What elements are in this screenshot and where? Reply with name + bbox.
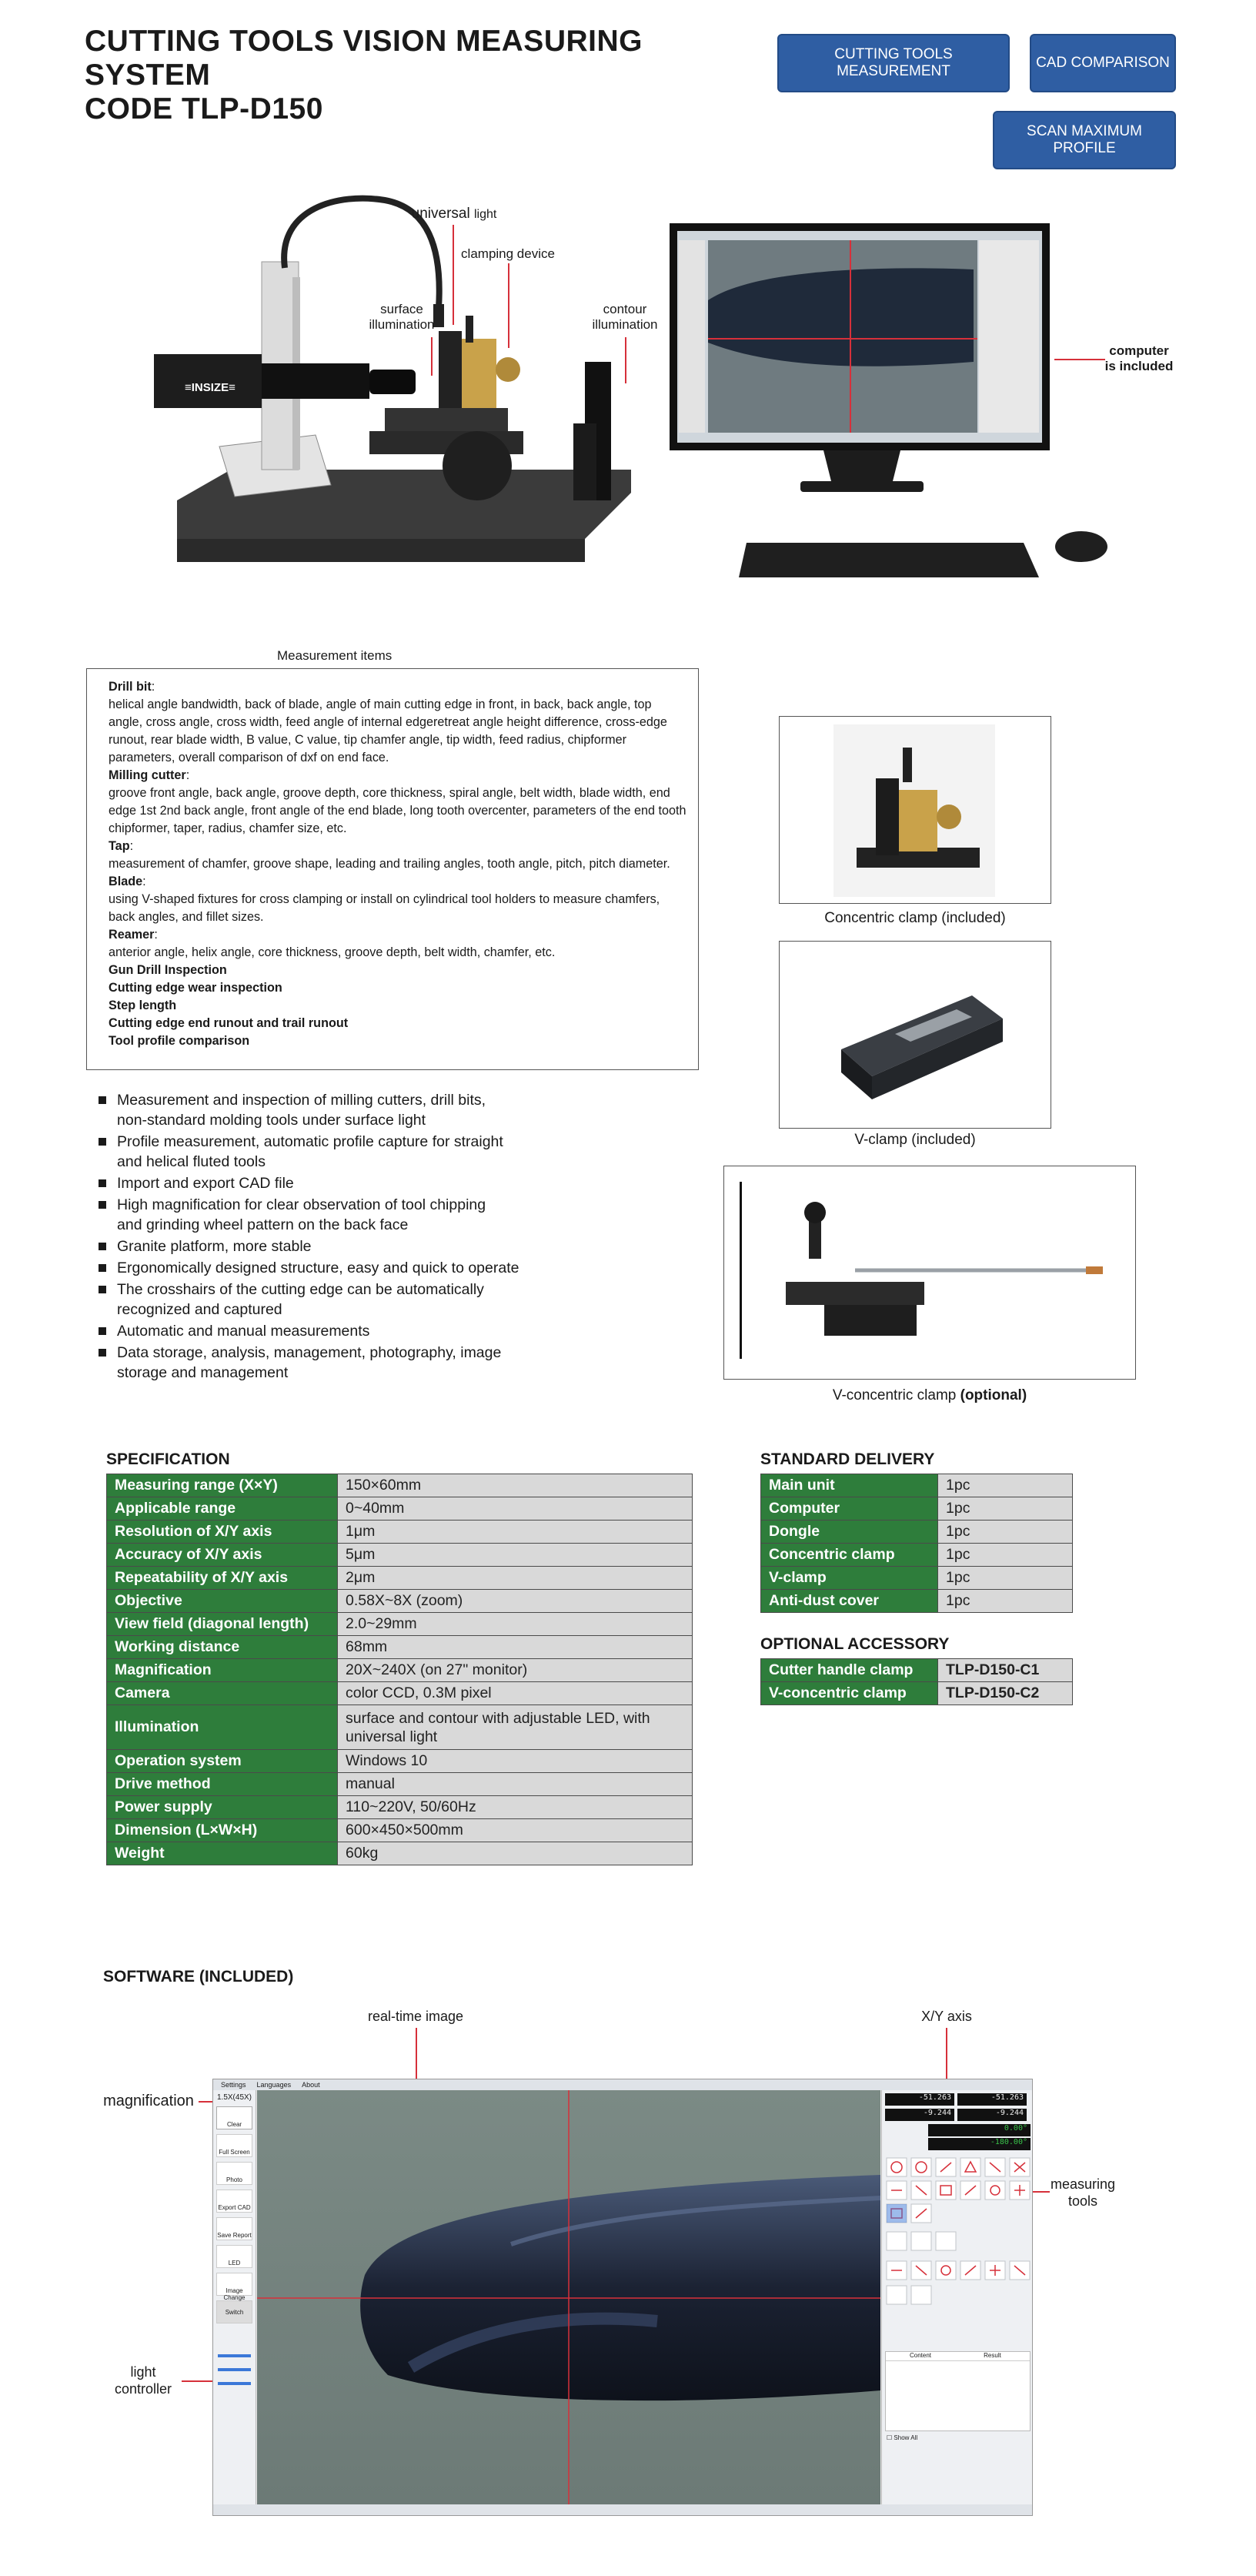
blade-text: using V-shaped fixtures for cross clamping or install on cylindrical tool holders to measure chamfers, back angles, and fillet sizes. (109, 892, 660, 924)
feature-item (97, 1236, 590, 1256)
spec-key: Dimension (L×W×H) (107, 1819, 338, 1842)
delivery-qty: 1pc (938, 1521, 1073, 1544)
spec-key: Accuracy of X/Y axis (107, 1544, 338, 1567)
drill-bit-title: Drill bit (109, 680, 152, 694)
spec-key: Repeatability of X/Y axis (107, 1567, 338, 1590)
optional-accessory-title: OPTIONAL ACCESSORY (760, 1635, 950, 1653)
light-controller-line1: light (130, 2364, 156, 2380)
spec-key: Operation system (107, 1750, 338, 1773)
delivery-qty: 1pc (938, 1590, 1073, 1613)
delivery-qty: 1pc (938, 1544, 1073, 1567)
computer-label-line2: is included (1104, 359, 1174, 373)
angle-readout: 0.00° (928, 2124, 1031, 2136)
table-row (107, 1796, 693, 1819)
spec-value: 68mm (338, 1636, 693, 1659)
spec-value: 1μm (338, 1521, 693, 1544)
led-button[interactable]: LED (216, 2245, 252, 2268)
universal-label-text: universal (411, 206, 470, 222)
feature-line: Profile measurement, automatic profile capture for straight (117, 1133, 503, 1150)
delivery-item: Concentric clamp (761, 1544, 938, 1567)
light-controller-label (105, 2364, 182, 2397)
feature-line: Automatic and manual measurements (117, 1323, 370, 1340)
spec-value: 600×450×500mm (338, 1819, 693, 1842)
surface-label-line2: illumination (369, 317, 435, 332)
feature-item (97, 1132, 590, 1172)
spec-value: 150×60mm (338, 1474, 693, 1497)
menu-settings[interactable]: Settings (221, 2081, 246, 2089)
table-row (761, 1682, 1073, 1705)
light-controller-leader (182, 2380, 215, 2382)
spec-value: manual (338, 1773, 693, 1796)
concentric-clamp-caption: Concentric clamp (included) (824, 910, 1006, 926)
concentric-clamp-photo (779, 716, 1051, 904)
delivery-item: V-clamp (761, 1567, 938, 1590)
feature-item (97, 1173, 590, 1193)
results-table (885, 2351, 1031, 2431)
v-concentric-clamp-photo (723, 1166, 1136, 1380)
readout-row-xy (882, 2090, 1033, 2107)
feature-line: Data storage, analysis, management, photography, image (117, 1344, 502, 1361)
accessory-code: TLP-D150-C1 (938, 1659, 1073, 1682)
tap-title: Tap (109, 839, 130, 853)
software-right-panel (881, 2090, 1033, 2506)
spec-value: surface and contour with adjustable LED, with universal light (338, 1705, 693, 1750)
accessory-item: V-concentric clamp (761, 1682, 938, 1705)
computer-label-line1: computer (1109, 343, 1169, 358)
feature-item (97, 1090, 590, 1130)
surface-illumination-label (356, 302, 448, 333)
feature-line: and grinding wheel pattern on the back face (117, 1216, 409, 1233)
concentric-clamp-image (780, 717, 1051, 904)
spec-key: Magnification (107, 1659, 338, 1682)
table-row (107, 1474, 693, 1497)
table-row (107, 1544, 693, 1567)
y-readout-2: -9.244 (957, 2109, 1027, 2121)
magnification-readout: 1.5X(45X) (216, 2093, 252, 2102)
switch-button[interactable]: Switch (216, 2300, 252, 2323)
table-row (107, 1613, 693, 1636)
spec-value: 60kg (338, 1842, 693, 1865)
reamer-title: Reamer (109, 928, 155, 942)
cad-comparison-button[interactable]: CAD COMPARISON (1030, 34, 1176, 92)
content-column-header: Content (909, 2352, 932, 2359)
spec-key: Camera (107, 1682, 338, 1705)
standard-delivery-title: STANDARD DELIVERY (760, 1450, 935, 1468)
table-row (107, 1842, 693, 1865)
feature-line: High magnification for clear observation of tool chipping (117, 1196, 486, 1213)
spec-value: 0.58X~8X (zoom) (338, 1590, 693, 1613)
table-row (761, 1497, 1073, 1521)
y-readout: -9.244 (885, 2109, 954, 2121)
milling-cutter-text: groove front angle, back angle, groove depth, core thickness, spiral angle, belt width, blade width, end edge 1st 2nd back angle, front angle of the end blade, long tooth overcenter, parameters of the end tooth chipformer, taper, radius, chamfer size, etc. (109, 786, 686, 835)
spec-value: 110~220V, 50/60Hz (338, 1796, 693, 1819)
title-line-1: CUTTING TOOLS VISION MEASURING SYSTEM (85, 25, 643, 92)
computer-label (1093, 343, 1185, 374)
menu-about[interactable]: About (302, 2081, 320, 2089)
delivery-qty: 1pc (938, 1474, 1073, 1497)
universal-light-label (400, 206, 508, 222)
export-cad-button[interactable]: Export CAD (216, 2190, 252, 2213)
spec-value: Windows 10 (338, 1750, 693, 1773)
table-row (761, 1544, 1073, 1567)
machine-illustration (123, 177, 1124, 608)
measuring-tools-label (1041, 2176, 1125, 2210)
cutting-tools-measurement-button[interactable]: CUTTING TOOLS MEASUREMENT (777, 34, 1010, 92)
feature-item (97, 1258, 590, 1278)
contour-illumination-label (579, 302, 671, 333)
magnification-label: magnification (103, 2093, 194, 2109)
delivery-qty: 1pc (938, 1497, 1073, 1521)
delivery-item: Main unit (761, 1474, 938, 1497)
v-concentric-label: V-concentric clamp (832, 1387, 960, 1403)
results-header (886, 2352, 1030, 2361)
table-row (107, 1705, 693, 1750)
spec-key: Applicable range (107, 1497, 338, 1521)
x-readout: -51.263 (885, 2093, 954, 2106)
spec-value: 2μm (338, 1567, 693, 1590)
tap-text: measurement of chamfer, groove shape, leading and trailing angles, tooth angle, pitch, pitch diameter. (109, 857, 670, 871)
light-slider-3[interactable] (218, 2382, 251, 2385)
clear-button[interactable]: Clear (216, 2106, 252, 2129)
table-row (761, 1659, 1073, 1682)
feature-line: Import and export CAD file (117, 1175, 294, 1192)
milling-cutter-title: Milling cutter (109, 768, 186, 782)
delivery-item: Dongle (761, 1521, 938, 1544)
clamping-device-label: clamping device (461, 246, 555, 261)
table-row (761, 1521, 1073, 1544)
spec-key: Drive method (107, 1773, 338, 1796)
spec-key: Measuring range (X×Y) (107, 1474, 338, 1497)
delivery-item: Computer (761, 1497, 938, 1521)
feature-item (97, 1280, 590, 1320)
angle-readout-2: -180.00° (928, 2138, 1031, 2150)
page-title (85, 25, 762, 126)
x-readout-2: -51.263 (957, 2093, 1027, 2106)
table-row (107, 1636, 693, 1659)
feature-item (97, 1195, 590, 1235)
light-slider-2[interactable] (218, 2368, 251, 2371)
realtime-image-label: real-time image (367, 2009, 464, 2024)
spec-value: color CCD, 0.3M pixel (338, 1682, 693, 1705)
table-row (107, 1659, 693, 1682)
measurement-items-caption: Measurement items (277, 648, 392, 663)
spec-key: Power supply (107, 1796, 338, 1819)
measuring-tools-line2: tools (1067, 2193, 1098, 2209)
step-length-item: Step length (109, 999, 177, 1012)
feature-line: and helical fluted tools (117, 1153, 266, 1170)
spec-value: 5μm (338, 1544, 693, 1567)
feature-line: Granite platform, more stable (117, 1238, 312, 1255)
feature-item (97, 1343, 590, 1383)
contour-illumination-leader (625, 337, 626, 383)
brand-label: ≡INSIZE≡ (185, 381, 236, 394)
wear-inspection-item: Cutting edge wear inspection (109, 981, 282, 995)
contour-label-line2: illumination (592, 317, 658, 332)
light-controller-line2: controller (114, 2381, 172, 2397)
v-concentric-clamp-caption (723, 1387, 1136, 1404)
scan-maximum-profile-button[interactable]: SCAN MAXIMUM PROFILE (993, 111, 1176, 169)
spec-key: Resolution of X/Y axis (107, 1521, 338, 1544)
readout-row-y (882, 2107, 1033, 2123)
table-row (107, 1497, 693, 1521)
status-bar (213, 2504, 1033, 2515)
blade-title: Blade (109, 875, 143, 888)
measuring-tools-grid (882, 2155, 1033, 2347)
table-row (761, 1567, 1073, 1590)
table-row (107, 1521, 693, 1544)
accessory-item: Cutter handle clamp (761, 1659, 938, 1682)
gun-drill-item: Gun Drill Inspection (109, 963, 227, 977)
feature-line: Ergonomically designed structure, easy and quick to operate (117, 1260, 519, 1276)
image-change-button[interactable]: Image Change (216, 2273, 252, 2296)
show-all-label: Show All (894, 2434, 918, 2441)
light-label-text: light (473, 208, 497, 221)
live-image (257, 2090, 880, 2506)
accessory-code: TLP-D150-C2 (938, 1682, 1073, 1705)
feature-item (97, 1321, 590, 1341)
spec-value: 20X~240X (on 27" monitor) (338, 1659, 693, 1682)
specification-table (106, 1474, 693, 1865)
clamping-device-leader (508, 263, 509, 348)
v-clamp-image (780, 942, 1051, 1129)
reamer-text: anterior angle, helix angle, core thickness, groove depth, belt width, chamfer, etc. (109, 945, 556, 959)
spec-key: View field (diagonal length) (107, 1613, 338, 1636)
full-screen-button[interactable]: Full Screen (216, 2134, 252, 2157)
spec-key: Illumination (107, 1705, 338, 1750)
spec-key: Weight (107, 1842, 338, 1865)
title-line-2: CODE TLP-D150 (85, 92, 323, 125)
software-window (212, 2079, 1033, 2516)
show-all-checkbox[interactable]: ☐ Show All (887, 2434, 918, 2441)
table-row (107, 1819, 693, 1842)
software-menu-bar (213, 2079, 1032, 2090)
xy-axis-label: X/Y axis (921, 2009, 972, 2024)
delivery-item: Anti-dust cover (761, 1590, 938, 1613)
standard-delivery-table (760, 1474, 1073, 1613)
table-row (107, 1773, 693, 1796)
surface-illumination-leader (431, 337, 433, 376)
universal-light-leader (453, 225, 454, 325)
surface-label-line1: surface (380, 302, 423, 316)
spec-key: Working distance (107, 1636, 338, 1659)
v-clamp-photo (779, 941, 1051, 1129)
table-row (107, 1682, 693, 1705)
profile-comparison-item: Tool profile comparison (109, 1034, 250, 1048)
optional-label: (optional) (960, 1387, 1027, 1403)
feature-line: storage and management (117, 1364, 289, 1381)
spec-key: Objective (107, 1590, 338, 1613)
spec-value: 0~40mm (338, 1497, 693, 1521)
end-runout-item: Cutting edge end runout and trail runout (109, 1016, 349, 1030)
drill-bit-text: helical angle bandwidth, back of blade, angle of main cutting edge in front, in back, back angle, top angle, cross angle, cross width, feed angle of internal edgeretreat angle height difference, cross-edge runout, rear blade width, B value, C value, tip chamfer angle, tip width, feed radius, chipformer parameters, overall comparison of dxf on end face. (109, 698, 667, 764)
software-left-toolbar (213, 2090, 256, 2506)
feature-line: recognized and captured (117, 1301, 282, 1318)
light-slider-1[interactable] (218, 2354, 251, 2357)
photo-button[interactable]: Photo (216, 2162, 252, 2185)
measurement-items-box: Drill bit: helical angle bandwidth, back of blade, angle of main cutting edge in front, in back, back angle, top angle, cross angle, cross width, feed angle of internal edgeretreat angle height difference, cross-edge runout, rear blade width, B value, C value, tip chamfer angle, tip width, feed radius, chipformer parameters, overall comparison of dxf on end face. Milling cutter: groove front angle, back angle, groove depth, core thickness, spiral angle, belt width, blade width, end edge 1st 2nd back angle, front angle of the end blade, long tooth overcenter, parameters of the end tooth chipformer, taper, radius, chamfer size, etc. Tap: measurement of chamfer, groove shape, leading and trailing angles, tooth angle, pitch, pitch diameter. Blade: using V-shaped fixtures for cross clamping or install on cylindrical tool holders to measure chamfers, back angles, and fillet sizes. Reamer: anterior angle, helix angle, core thickness, groove depth, belt width, chamfer, etc. Gun Drill Inspection Cutting edge wear inspection Step length Cutting edge end runout and trail runout Tool profile comparison (86, 668, 699, 1070)
table-row (761, 1474, 1073, 1497)
software-title: SOFTWARE (INCLUDED) (103, 1968, 294, 1986)
save-report-button[interactable]: Save Report (216, 2217, 252, 2240)
measuring-tools-line1: measuring (1050, 2176, 1116, 2192)
feature-line: The crosshairs of the cutting edge can be automatically (117, 1281, 484, 1298)
feature-line: Measurement and inspection of milling cutters, drill bits, (117, 1092, 486, 1109)
spec-value: 2.0~29mm (338, 1613, 693, 1636)
computer-leader (1054, 359, 1105, 360)
table-row (107, 1567, 693, 1590)
table-row (761, 1590, 1073, 1613)
feature-list (97, 1090, 590, 1384)
menu-languages[interactable]: Languages (256, 2081, 292, 2089)
specification-title: SPECIFICATION (106, 1450, 230, 1468)
table-row (107, 1590, 693, 1613)
contour-label-line1: contour (603, 302, 647, 316)
table-row (107, 1750, 693, 1773)
delivery-qty: 1pc (938, 1567, 1073, 1590)
v-concentric-clamp-image (724, 1166, 1136, 1380)
feature-line: non-standard molding tools under surface light (117, 1112, 426, 1129)
v-clamp-caption: V-clamp (included) (854, 1132, 976, 1148)
optional-accessory-table (760, 1658, 1073, 1705)
result-column-header: Result (984, 2352, 1001, 2359)
